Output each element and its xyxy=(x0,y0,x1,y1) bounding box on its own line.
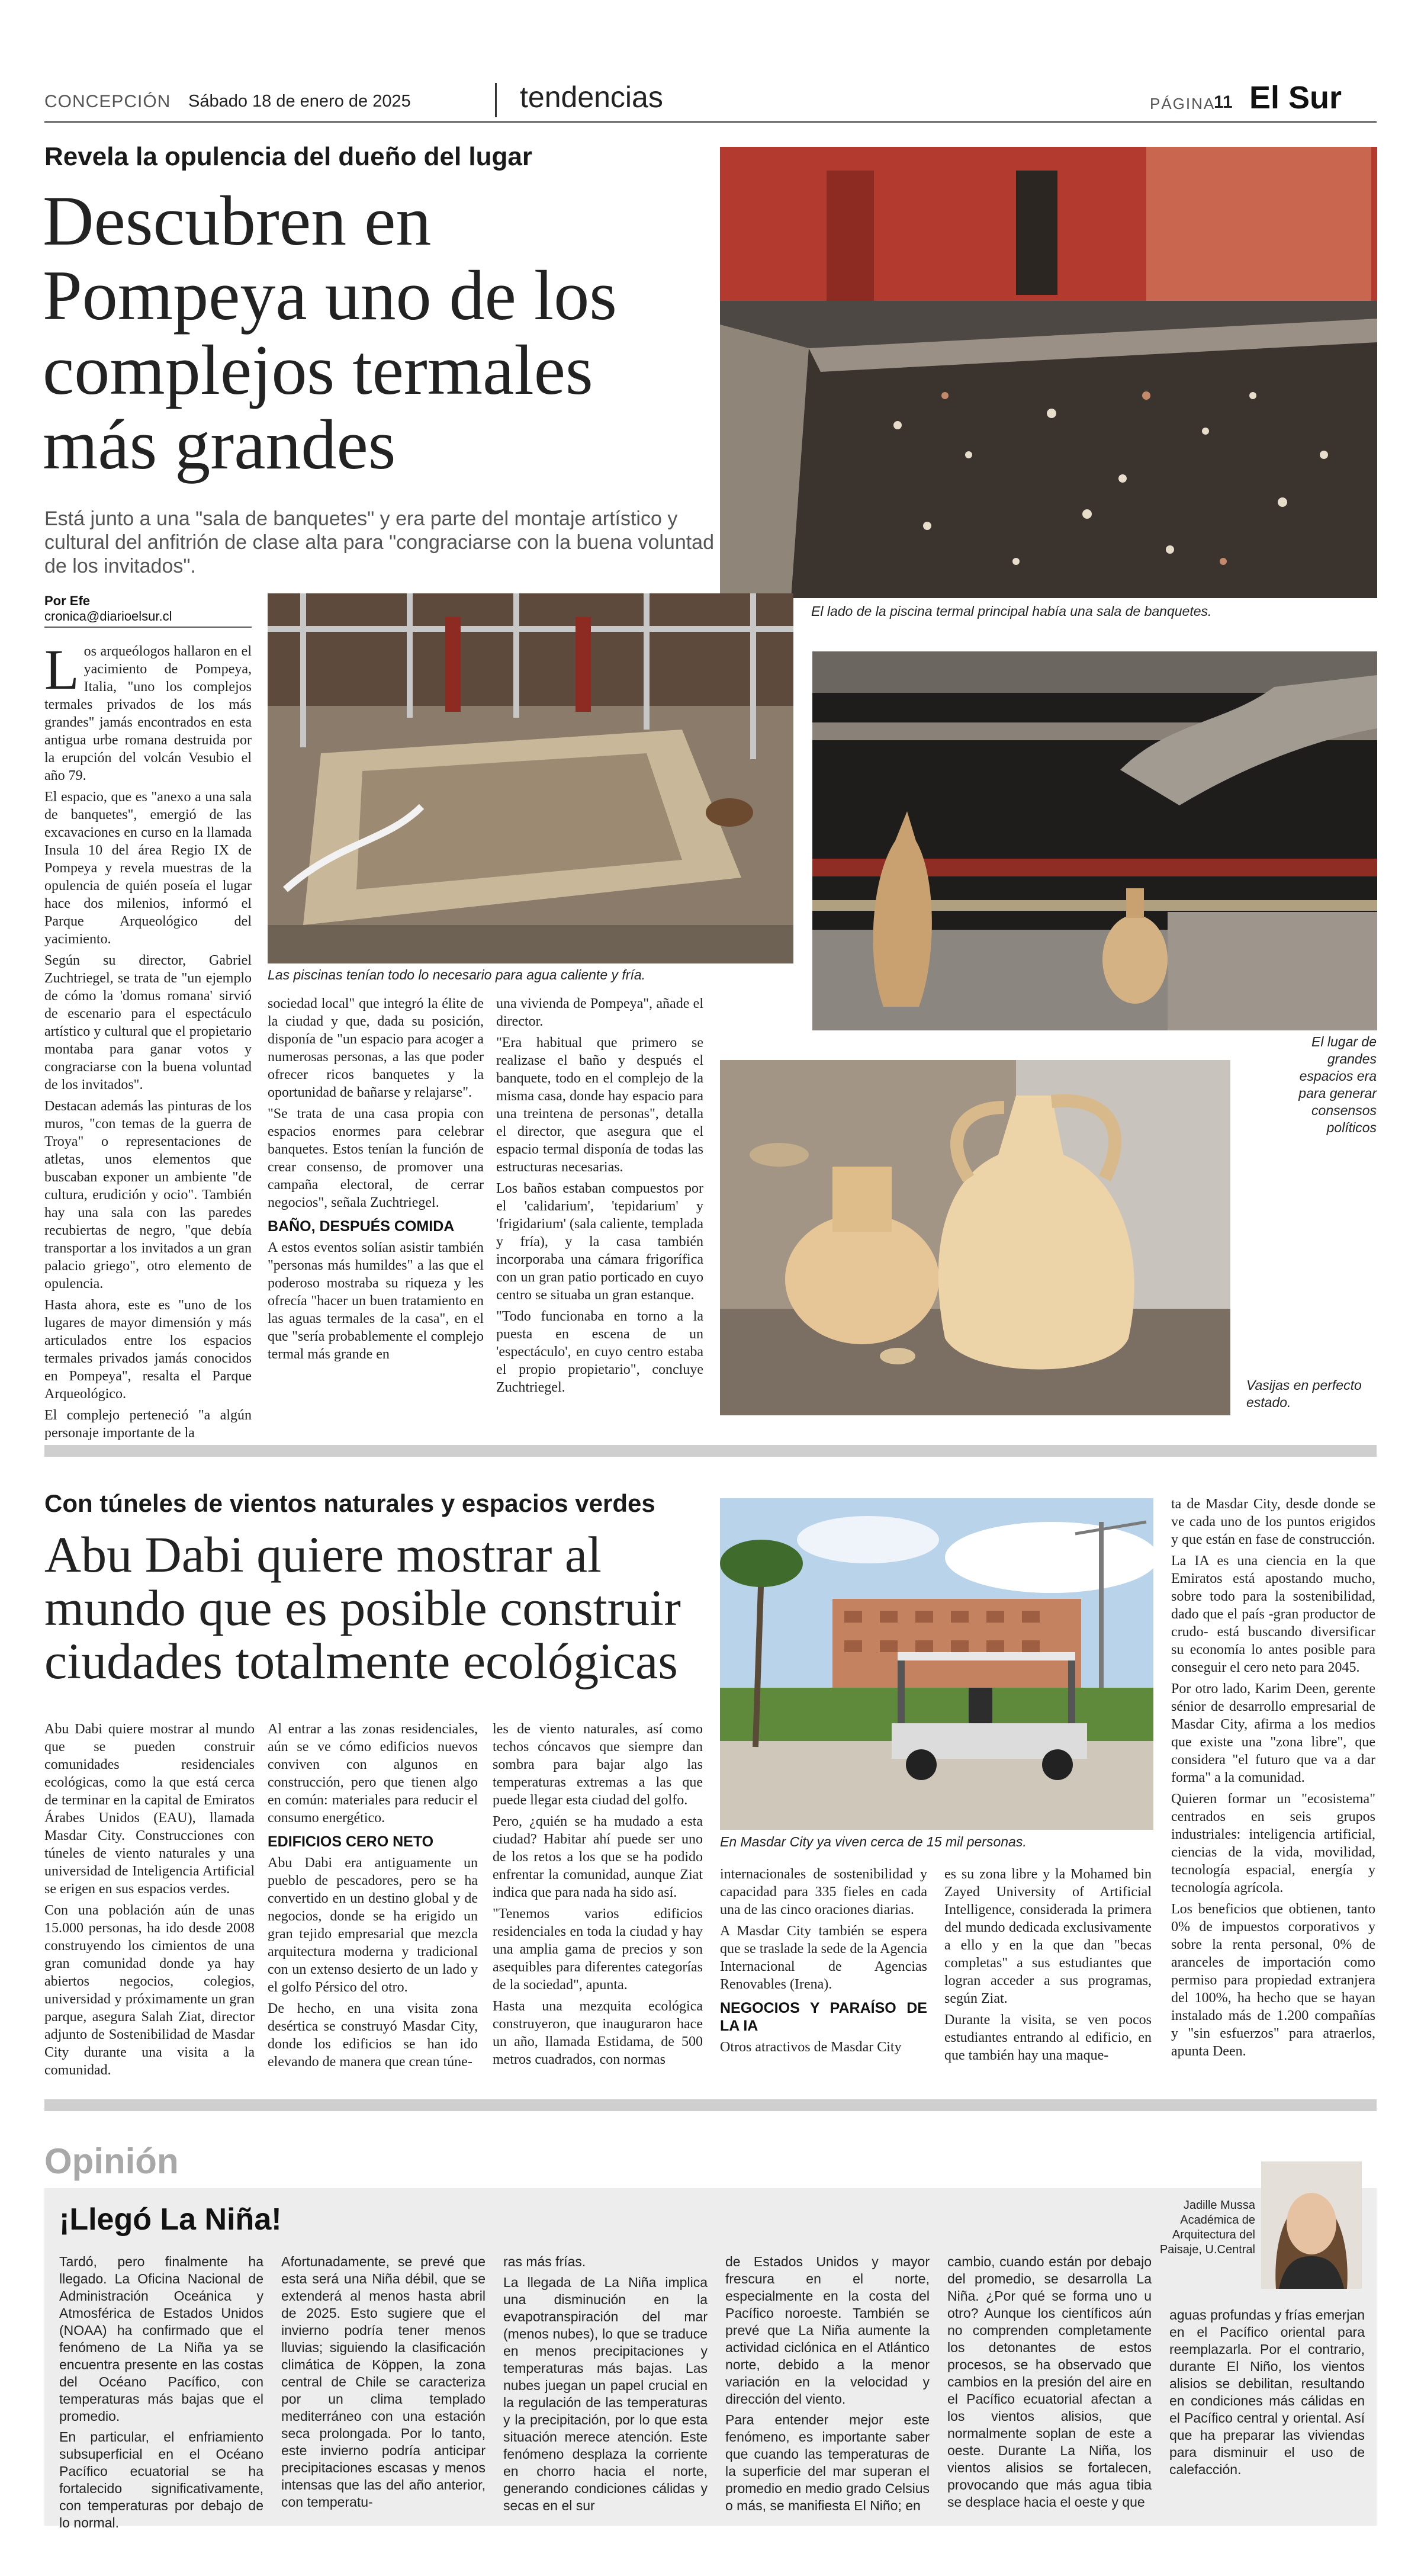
dropcap: L xyxy=(44,638,79,701)
opinion-col3-p0: ras más frías. xyxy=(503,2254,586,2269)
article1-col3-p0: una vivienda de Pompeya", añade el director. xyxy=(496,996,703,1029)
article1-col1-p3: Destacan además las pinturas de los muros, "con temas de la guerra de Troya" o representaciones de atletas, unos elementos que buscaban exponer un ambiente "de cultura, erudición y ocio". También hay una sala con las paredes recubiertas de negro, "que debía transportar a los invitados a un gran palacio griego", otro elemento de opulencia. xyxy=(44,1099,252,1292)
article2-col6-p4: Los beneficios que obtienen, tanto 0% de impuestos corporativos y sobre la renta personal, 0% de aranceles de importación como permiso para propiedad extranjera del 100%, ha hecho que se hayan instalado más de 1.200 compañías y "sin esfuerzos" para atraerlos, apunta Deen. xyxy=(1171,1902,1375,2059)
header-city: CONCEPCIÓN xyxy=(44,92,171,111)
article2-kicker: Con túneles de vientos naturales y espacios verdes xyxy=(44,1489,655,1517)
article2-col3-p1: Pero, ¿quién se ha mudado a esta ciudad? Habitar ahí puede ser uno de los retos a los que se ha podido enfrentar la comunidad, aunque Ziat indica que para nada ha sido así. xyxy=(493,1814,703,1900)
article1-col2b-p0: A estos eventos solían asistir también "personas más humildes" a las que el poderoso mostraba su riqueza y les ofrecía "hacer un buen tratamiento en las aguas termales de la casa", en el que "sería probablemente el complejo termal más grande en xyxy=(268,1240,484,1362)
author-name: Jadille Mussa xyxy=(1183,2199,1255,2212)
article2-col6-p1: La IA es una ciencia en la que Emiratos está apostando mucho, sobre todo para la sostenibilidad, dado que el país -gran productor de crudo- está buscando diversificar su economía lo antes posible para conseguir el cero neto para 2045. xyxy=(1171,1553,1375,1675)
byline-rule xyxy=(44,627,252,628)
article2-subhead2: NEGOCIOS Y PARAÍSO DE LA IA xyxy=(720,2000,927,2034)
article2-col3-p2: "Tenemos varios edificios residenciales en toda la ciudad y hay una amplia gama de precios y son asequibles para diferentes categorías de la sociedad", apunta. xyxy=(493,1906,703,1993)
opinion-col2-p0: Afortunadamente, se prevé que esta será una Niña débil, que se extenderá al menos hasta abril de 2025. Esto sugiere que el invierno podría tener menos lluvias; siguiendo la clasificación climática de Köppen, la zona central de Chile se caracteriza por un clima templado mediterráneo con una estación seca prolongada. Por lo tanto, este invierno podría anticipar precipitaciones escasas y menos intensas que las del año anterior, con temperatu- xyxy=(281,2254,486,2510)
article1-col1-p0 xyxy=(44,638,252,785)
caption-pools-photo: Las piscinas tenían todo lo necesario para agua caliente y fría. xyxy=(268,967,646,982)
masdar-city-photo xyxy=(720,1498,1153,1830)
opinion-section-label: Opinión xyxy=(44,2141,179,2181)
opinion-title: ¡Llegó La Niña! xyxy=(59,2202,282,2237)
opinion-col3-p1: La llegada de La Niña implica una disminución en la evapotranspiración del mar (menos nubes), lo que se traduce en menos precipitaciones y temperaturas más bajas. Las nubes juegan un papel crucial en la regulación de las temperaturas y la precipitación, por lo que esta situación merece atención. Este fenómeno desplaza la corriente en chorro hacia el norte, generando condiciones cálidas y secas en el sur xyxy=(503,2275,708,2513)
article2-col1 xyxy=(44,1720,255,2083)
opinion-col3 xyxy=(503,2253,708,2518)
article2-col5-p0: es su zona libre y la Mohamed bin Zayed University of Artificial Intelligence, considerada la primera del mundo dedicada exclusivamente a ello y en la que dan "becas completas" a sus estudiantes que logran acceder a sus programas, según Ziat. xyxy=(944,1867,1152,2006)
article1-col1-p5: El complejo perteneció "a algún personaje importante de la xyxy=(44,1408,252,1441)
article2-col4-p0: internacionales de sostenibilidad y capacidad para 335 fieles en cada una de las cinco oraciones diarias. xyxy=(720,1867,927,1917)
article2-col3-p0: les de viento naturales, así como techos cóncavos que siempre dan sombra para bajar algo las temperaturas extremas a las que puede llegar esta ciudad del golfo. xyxy=(493,1721,703,1808)
pompeii-main-photo xyxy=(720,147,1377,598)
pompeii-jars-photo xyxy=(720,1060,1230,1415)
author-role: Académica de Arquitectura del Paisaje, U.Central xyxy=(1159,2214,1255,2256)
opinion-col6-p0: aguas profundas y frías emerjan en el Pacífico oriental para reemplazarla. Por el contrario, durante El Niño, los vientos alisios se debilitan, resultando en condiciones más cálidas en el Pacífico central y oriental. Así que ha preparar las viviendas para disminuir el uso de calefacción. xyxy=(1169,2307,1365,2477)
article2-col2 xyxy=(268,1720,478,2074)
article1-col3-p2: Los baños estaban compuestos por el 'calidarium', 'tepidarium' y 'frigidarium' (sala caliente, templada y fría), y la casa también incorporaba una cámara frigorífica con un gran patio porticado en cuyo centro se situaba un gran estanque. xyxy=(496,1181,703,1303)
caption-jars-photo: Vasijas en perfecto estado. xyxy=(1246,1377,1362,1410)
caption-hall-photo: El lugar de grandes espacios era para generar consensos políticos xyxy=(1298,1034,1377,1135)
section-separator-1 xyxy=(44,1445,1377,1457)
article2-col1-p0: Abu Dabi quiere mostrar al mundo que se pueden construir comunidades residenciales ecológicas, como la que está cerca de terminar en la capital de Emiratos Árabes Unidos (EAU), llamada Masdar City. Construcciones con túneles de viento naturales y una universidad de Inteligencia Artificial se erigen en sus espacios verdes. xyxy=(44,1721,255,1897)
article2-col5 xyxy=(944,1865,1152,2068)
caption-masdar-photo: En Masdar City ya viven cerca de 15 mil personas. xyxy=(720,1834,1027,1849)
article1-col2-p0: sociedad local" que integró la élite de la ciudad y que, dada su posición, disponía de "un espacio para acoger a numerosas personas, a las que poder ofrecer ricos banquetes y la oportunidad de bañarse y relajarse". xyxy=(268,996,484,1100)
article1-col1-p0-text: os arqueólogos hallaron en el yacimiento de Pompeya, Italia, "uno los complejos termales privados de los más grandes" jamás encontrados en esta antigua urbe romana destruida por la erupción del volcán Vesubio el año 79. xyxy=(44,644,252,783)
article1-col1 xyxy=(44,638,252,1446)
opinion-col2 xyxy=(281,2253,486,2514)
article2-col6-p3: Quieren formar un "ecosistema" centrados en seis grupos industriales: inteligencia artificial, ciencias de la vida, movilidad, tecnología espacial, energía y tecnología agrícola. xyxy=(1171,1791,1375,1896)
article2-col1-p1: Con una población aún de unas 15.000 personas, ha ido desde 2008 construyendo los cimientos de una gran comunidad donde ya hay abiertos negocios, colegios, universidad y próximamente un gran parque, asegura Salah Ziat, director adjunto de Sostenibilidad de Masdar City durante una visita a la comunidad. xyxy=(44,1903,255,2078)
article1-col1-p4: Hasta ahora, este es "uno de los lugares de mayor dimensión y más articulados entre los espacios termales privados jamás conocidos en Pompeya", resalta el Parque Arqueológico. xyxy=(44,1297,252,1402)
page-number: 11 xyxy=(1214,92,1233,112)
opinion-col5-p0: cambio, cuando están por debajo del promedio, se desarrolla La Niña. ¿Por qué se forma uno u otro? Aunque los científicos aún no comprenden completamente los detonantes de estos procesos, se ha observado que cambios en la presión del aire en el Pacífico ecuatorial afectan a los vientos alisios, que normalmente soplan de este a oeste. Durante La Niña, los vientos alisios se fortalecen, provocando que más agua tibia se desplace hacia el oeste y que xyxy=(947,2254,1152,2510)
article2-col6-p0: ta de Masdar City, desde donde se ve cada uno de los puntos erigidos y que están en fase de construcción. xyxy=(1171,1496,1375,1547)
article2-col2-p0: Al entrar a las zonas residenciales, aún se ve cómo edificios nuevos conviven con algunos en construcción, pero que tienen algo en común: materiales para reducir el consumo energético. xyxy=(268,1721,478,1826)
opinion-col1 xyxy=(59,2253,263,2535)
article1-subhead: BAÑO, DESPUÉS COMIDA xyxy=(268,1218,455,1235)
opinion-col4 xyxy=(725,2253,930,2518)
article1-col1-p1: El espacio, que es "anexo a una sala de banquetes", emergió de las excavaciones en curso en la llamada Insula 10 del área Regio IX de Pompeya y revela muestras de la opulencia de quién poseía el lugar hace dos milenios, informó el Parque Arqueológico del yacimiento. xyxy=(44,789,252,947)
article2-col4 xyxy=(720,1865,927,2060)
section-separator-2 xyxy=(44,2099,1377,2111)
article2-headline: Abu Dabi quiere mostrar al mundo que es posible construir ciudades totalmente ecológicas xyxy=(44,1526,681,1690)
opinion-col4-p1: Para entender mejor este fenómeno, es importante saber que cuando las temperaturas de la superficie del mar superan el promedio en medio grado Celsius o más, se manifiesta El Niño; en xyxy=(725,2412,930,2513)
opinion-col4-p0: de Estados Unidos y mayor frescura en el norte, especialmente en la costa del Pacífico noroeste. También se prevé que La Niña aumente la actividad ciclónica en el Atlántico norte, debido a la menor variación en la velocidad y dirección del viento. xyxy=(725,2254,930,2407)
article1-col3-p3: "Todo funcionaba en torno a la puesta en escena de un 'espectáculo', en cuyo centro estaba el propio propietario", concluye Zuchtriegel. xyxy=(496,1309,703,1395)
opinion-col6 xyxy=(1169,2307,1365,2482)
pompeii-hall-photo xyxy=(812,651,1377,1030)
article1-byline: Por Efe xyxy=(44,593,91,608)
section-title: tendencias xyxy=(520,81,663,114)
opinion-col5 xyxy=(947,2253,1152,2514)
article2-col5-p1: Durante la visita, se ven pocos estudiantes entrando al edificio, en que también hay una maque- xyxy=(944,2012,1152,2063)
article2-col4-p1: A Masdar City también se espera que se traslade la sede de la Agencia Internacional de Agencias Renovables (Irena). xyxy=(720,1923,927,1992)
header-divider xyxy=(495,83,497,117)
article1-col3-p1: "Era habitual que primero se realizase el baño y después el banquete, todo en el complejo de la misma casa, donde hay espacio para una treintena de personas", detalla el director, que asegura que el espacio termal disponía de todas las estructuras necesarias. xyxy=(496,1035,703,1175)
article2-col6 xyxy=(1171,1495,1375,2064)
header-rule xyxy=(44,121,1377,123)
article1-kicker: Revela la opulencia del dueño del lugar xyxy=(44,142,532,171)
article2-col4b-p0: Otros atractivos de Masdar City xyxy=(720,2039,902,2055)
article1-deck: Está junto a una "sala de banquetes" y era parte del montaje artístico y cultural del anfitrión de clase alta para "congraciarse con la buena voluntad de los invitados". xyxy=(44,508,714,577)
article2-subhead1: EDIFICIOS CERO NETO xyxy=(268,1833,434,1850)
article1-col2 xyxy=(268,995,484,1367)
article2-col2b-p1: De hecho, en una visita zona desértica se construyó Masdar City, donde los edificios se han ido elevando de manera que crean túne- xyxy=(268,2001,478,2070)
article1-col2-p1: "Se trata de una casa propia con espacios enormes para celebrar banquetes. Estos tenían la función de crear consenso, de promover una campaña electoral, de cerrar negocios", señala Zuchtriegel. xyxy=(268,1106,484,1210)
article1-col3 xyxy=(496,995,703,1400)
header-date: Sábado 18 de enero de 2025 xyxy=(188,92,411,111)
article1-col1-p2: Según su director, Gabriel Zuchtriegel, se trata de "un ejemplo de cómo la 'domus romana' sirvió de escenario para el espectáculo artístico y cultural que el propietario montaba para ganar votos y congraciarse con la buena voluntad de los invitados". xyxy=(44,953,252,1093)
article2-col6-p2: Por otro lado, Karim Deen, gerente sénior de desarrollo empresarial de Masdar City, afirma a los medios que existe una "zona libre", que considera "el futuro que va a dar forma" a la comunidad. xyxy=(1171,1681,1375,1785)
article1-headline: Descubren en Pompeya uno de los complejos termales más grandes xyxy=(43,181,617,484)
article2-col2b-p0: Abu Dabi era antiguamente un pueblo de pescadores, pero se ha convertido en un destino global y de negocios, donde se ha erigido un gran tejido empresarial que mezcla arquitectura moderna y tradicional con un extenso desierto de un lado y el golfo Pérsico del otro. xyxy=(268,1855,478,1995)
opinion-col1-p0: Tardó, pero finalmente ha llegado. La Oficina Nacional de Administración Oceánica y Atmosférica de Estados Unidos (NOAA) ha confirmado que el fenómeno de La Niña ya se encuentra presente en las costas del Océano Pacífico, con temperaturas más bajas que el promedio. xyxy=(59,2254,263,2424)
brand-logo: El Sur xyxy=(1249,80,1342,115)
opinion-col1-p1: En particular, el enfriamiento subsuperficial en el Océano Pacífico ecuatorial se ha fortalecido significativamente, con temperaturas por debajo de lo normal. xyxy=(59,2429,263,2530)
article2-col3-p3: Hasta una mezquita ecológica construyeron, que inauguraron hace un año, llamada Estidama, de 500 metros cuadrados, con normas xyxy=(493,1999,703,2067)
page-label: PÁGINA xyxy=(1150,95,1216,113)
pompeii-pools-photo xyxy=(268,593,793,963)
article2-col3 xyxy=(493,1720,703,2072)
article1-email: cronica@diarioelsur.cl xyxy=(44,609,172,624)
author-photo xyxy=(1261,2161,1362,2289)
caption-main-photo: El lado de la piscina termal principal había una sala de banquetes. xyxy=(811,603,1212,619)
